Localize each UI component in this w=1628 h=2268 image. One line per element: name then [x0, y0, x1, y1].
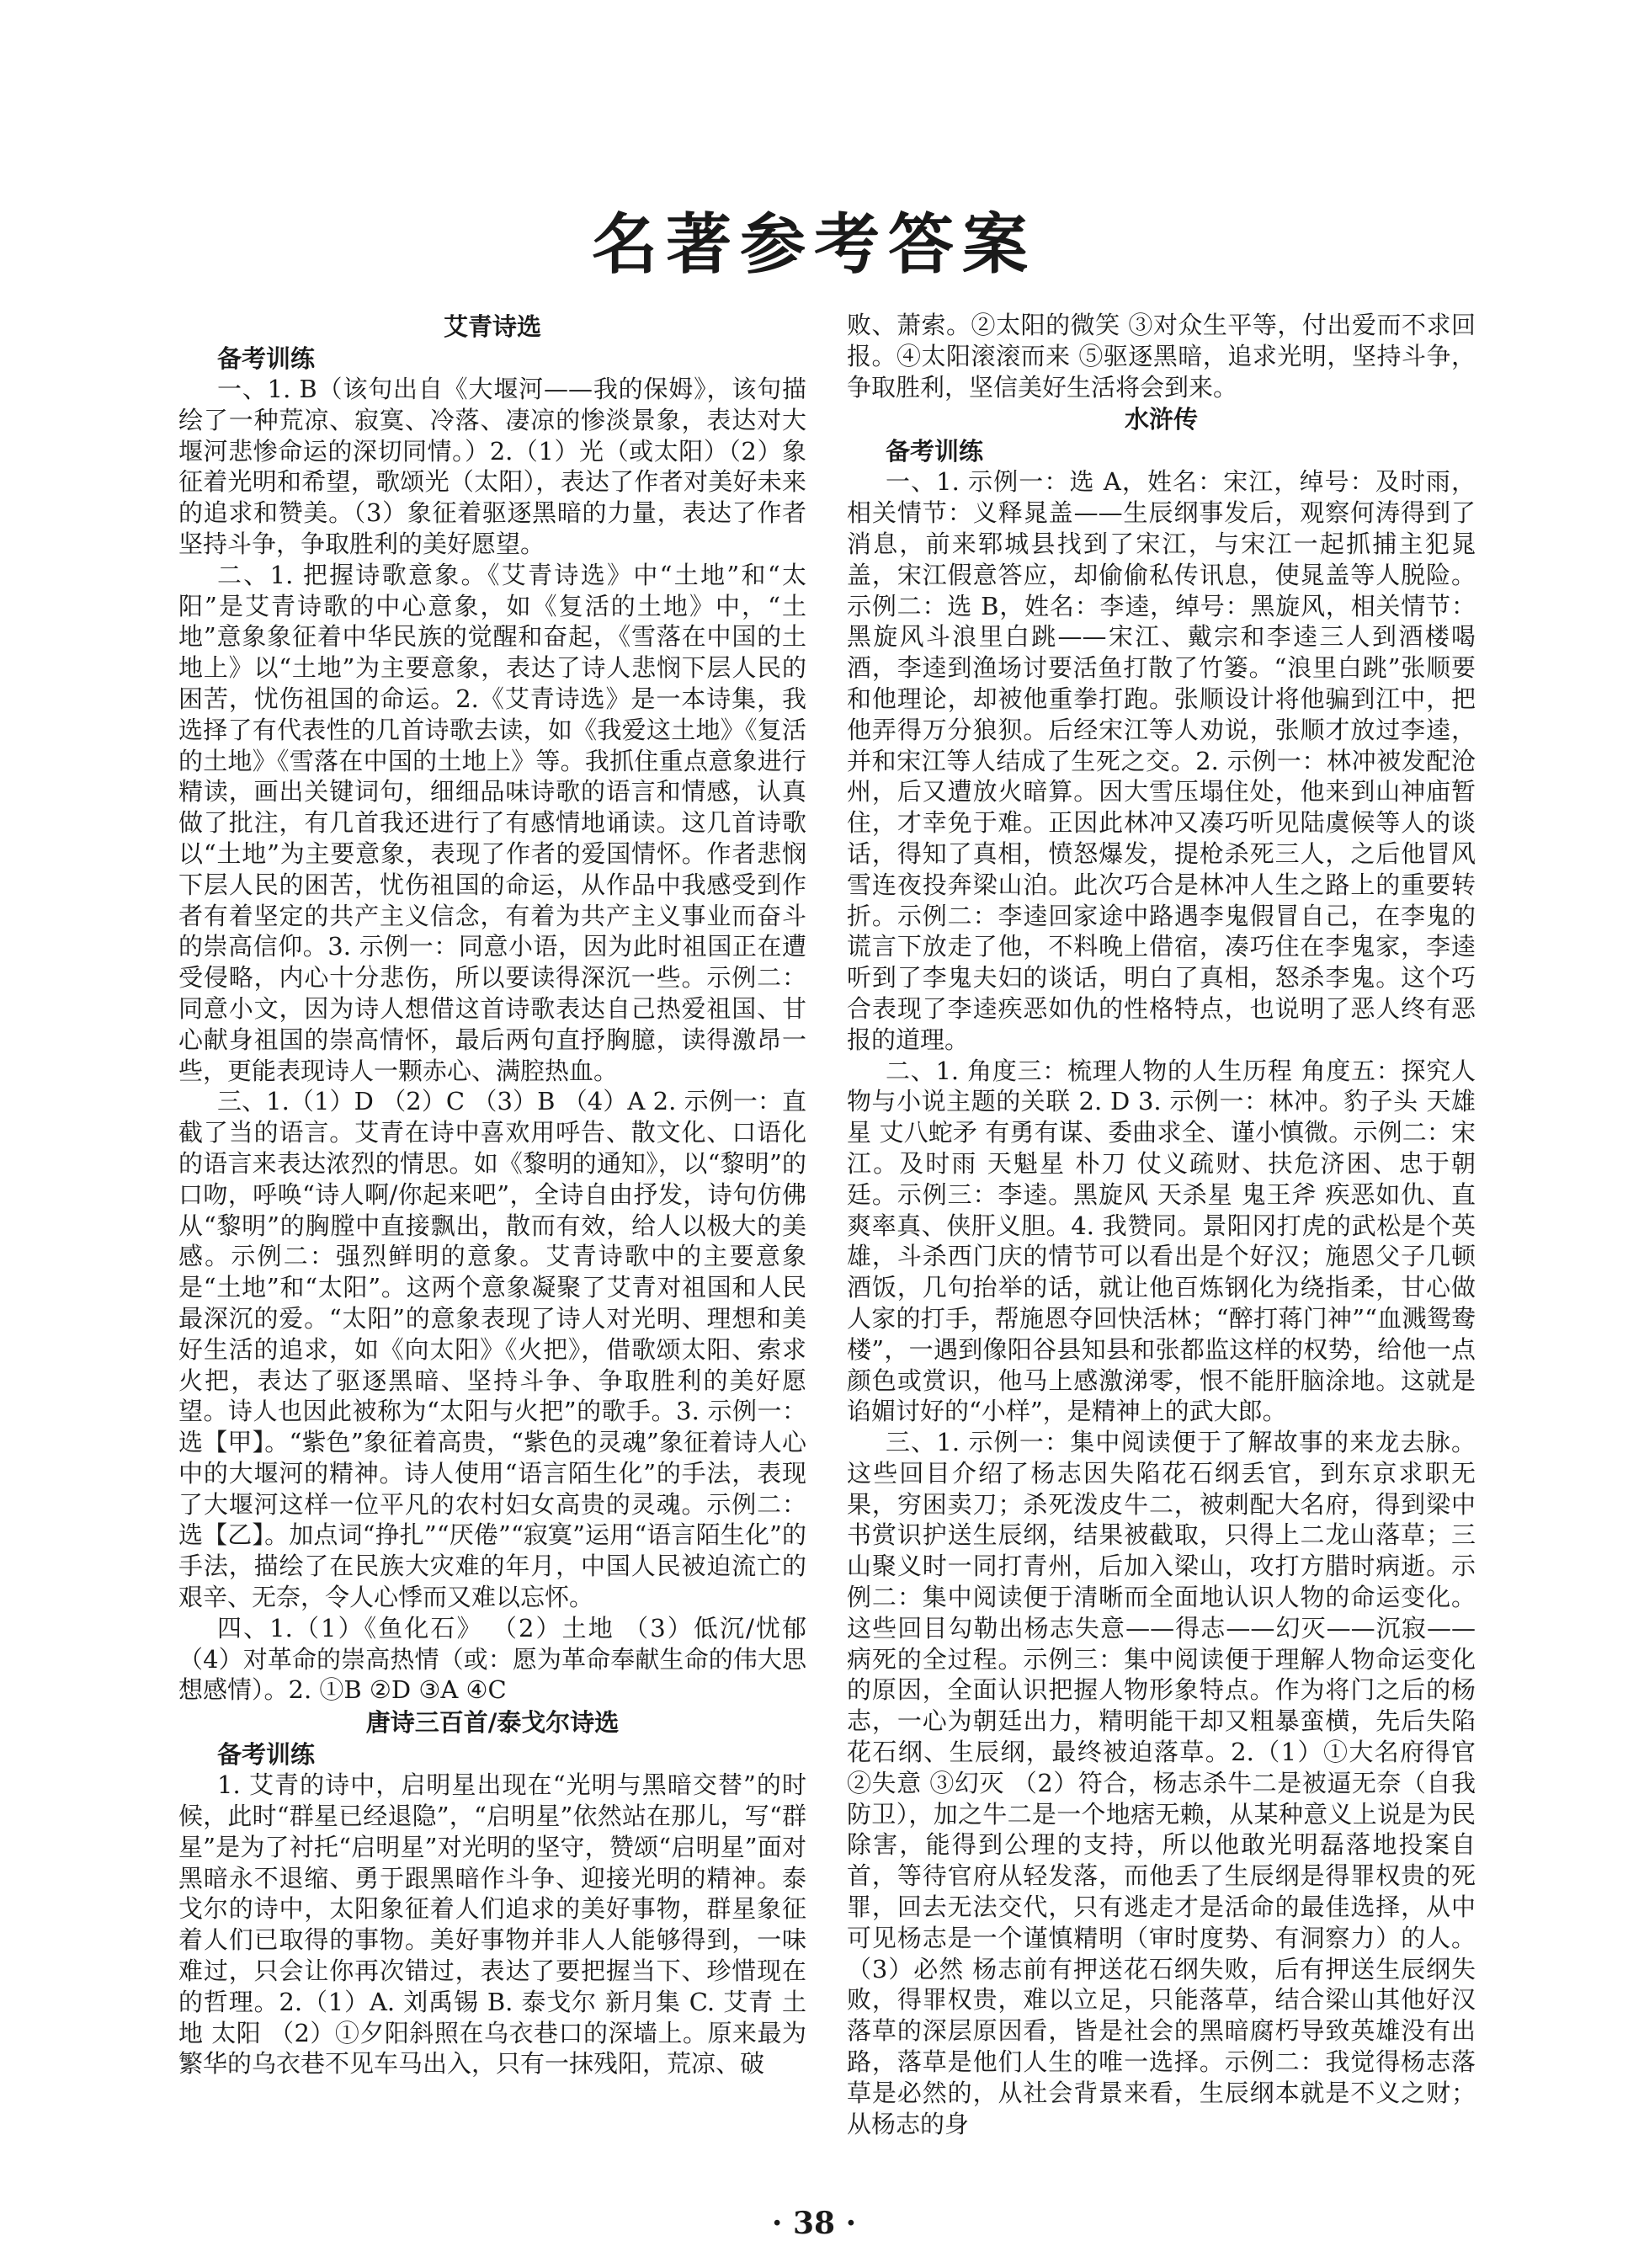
- right-column: [847, 310, 1476, 2188]
- section-title-tang-tagore: 唐诗三百首/泰戈尔诗选: [365, 1708, 620, 1738]
- section-title-aiqing: 艾青诗选: [443, 312, 541, 341]
- answer-paragraph: 四、1.（1）《鱼化石》 （2）土地 （3）低沉/忧郁 （4）对革命的崇高热情（或：愿为革命奉献生命的伟大思想感情）。2. ①B ②D ③A ④C: [178, 1613, 806, 1705]
- continued-paragraph: 败、萧索。②太阳的微笑 ③对众生平等，付出爱而不求回报。④太阳滚滚而来 ⑤驱逐黑暗，追求光明，坚持斗争，争取胜利，坚信美好生活将会到来。: [847, 311, 1476, 402]
- subsection-title: 备考训练: [886, 437, 984, 466]
- page-number: · 38 ·: [771, 2206, 857, 2241]
- page-title: 名著参考答案: [591, 206, 1036, 283]
- answer-paragraph: 二、1. 把握诗歌意象。《艾青诗选》中“土地”和“太阳”是艾青诗歌的中心意象，如《复活的土地》中，“土地”意象象征着中华民族的觉醒和奋起，《雪落在中国的土地上》以“土地”为主要意象，表达了诗人悲悯下层人民的困苦，忧伤祖国的命运。2.《艾青诗选》是一本诗集，我选择了有代表性的几首诗歌去读，如《我爱这土地》《复活的土地》《雪落在中国的土地上》等。我抓住重点意象进行精读，画出关键词句，细细品味诗歌的语言和情感，认真做了批注，有几首我还进行了有感情地诵读。这几首诗歌以“土地”为主要意象，表现了作者的爱国情怀。作者悲悯下层人民的困苦，忧伤祖国的命运，从作品中我感受到作者有着坚定的共产主义信念，有着为共产主义事业而奋斗的崇高信仰。3. 示例一：同意小语，因为此时祖国正在遭受侵略，内心十分悲伤，所以要读得深沉一些。示例二：同意小文，因为诗人想借这首诗歌表达自己热爱祖国、甘心献身祖国的崇高情怀，最后两句直抒胸臆，读得激昂一些，更能表现诗人一颗赤心、满腔热血。: [178, 560, 806, 1085]
- subsection-title: 备考训练: [217, 344, 316, 373]
- answer-paragraph: 二、1. 角度三：梳理人物的人生历程 角度五：探究人物与小说主题的关联 2. D 3. 示例一：林冲。豹子头 天雄星 丈八蛇矛 有勇有谋、委曲求全、谨小慎微。示例二：宋江。及时雨 天魁星 朴刀 仗义疏财、扶危济困、忠于朝廷。示例三：李逵。黑旋风 天杀星 鬼王斧 疾恶如仇、直爽率真、侠肝义胆。4. 我赞同。景阳冈打虎的武松是个英雄，斗杀西门庆的情节可以看出是个好汉；施恩父子几顿酒饭，几句抬举的话，就让他百炼钢化为绕指柔，甘心做人家的打手，帮施恩夺回快活林；“醉打蒋门神”“血溅鸳鸯楼”，一遇到像阳谷县知县和张都监这样的权势，给他一点颜色或赏识，他马上感激涕零，恨不能肝脑涂地。这就是谄媚讨好的“小样”，是精神上的武大郎。: [847, 1056, 1476, 1426]
- answer-paragraph: 三、1. 示例一：集中阅读便于了解故事的来龙去脉。这些回目介绍了杨志因失陷花石纲丢官，到东京求职无果，穷困卖刀；杀死泼皮牛二，被刺配大名府，得到梁中书赏识护送生辰纲，结果被截取，只得上二龙山落草；三山聚义时一同打青州，后加入梁山，攻打方腊时病逝。示例二：集中阅读便于清晰而全面地认识人物的命运变化。这些回目勾勒出杨志失意——得志——幻灭——沉寂——病死的全过程。示例三：集中阅读便于理解人物命运变化的原因，全面认识把握人物形象特点。作为将门之后的杨志，一心为朝廷出力，精明能干却又粗暴蛮横，先后失陷花石纲、生辰纲，最终被迫落草。2.（1）①大名府得官 ②失意 ③幻灭 （2）符合，杨志杀牛二是被逼无奈（自我防卫），加之牛二是一个地痞无赖，从某种意义上说是为民除害，能得到公理的支持，所以他敢光明磊落地投案自首，等待官府从轻发落，而他丢了生辰纲是得罪权贵的死罪，回去无法交代，只有逃走才是活命的最佳选择，从中可见杨志是一个谨慎精明（审时度势、有洞察力）的人。 （3）必然 杨志前有押送花石纲失败，后有押送生辰纲失败，得罪权贵，难以立足，只能落草，结合梁山其他好汉落草的深层原因看，皆是社会的黑暗腐朽导致英雄没有出路，落草是他们人生的唯一选择。示例二：我觉得杨志落草是必然的，从社会背景来看，生辰纲本就是不义之财；从杨志的身: [847, 1428, 1476, 2138]
- answer-paragraph: 三、1.（1）D （2）C （3）B （4）A 2. 示例一：直截了当的语言。艾青在诗中喜欢用呼告、散文化、口语化的语言来表达浓烈的情思。如《黎明的通知》，以“黎明”的口吻，呼唤“诗人啊/你起来吧”，全诗自由抒发，诗句仿佛从“黎明”的胸膛中直接飘出，散而有效，给人以极大的美感。示例二：强烈鲜明的意象。艾青诗歌中的主要意象是“土地”和“太阳”。这两个意象凝聚了艾青对祖国和人民最深沉的爱。“太阳”的意象表现了诗人对光明、理想和美好生活的追求，如《向太阳》《火把》，借歌颂太阳、索求火把，表达了驱逐黑暗、坚持斗争、争取胜利的美好愿望。诗人也因此被称为“太阳与火把”的歌手。3. 示例一：选【甲】。“紫色”象征着高贵，“紫色的灵魂”象征着诗人心中的大堰河的精神。诗人使用“语言陌生化”的手法，表现了大堰河这样一位平凡的农村妇女高贵的灵魂。示例二：选【乙】。加点词“挣扎”“厌倦”“寂寞”运用“语言陌生化”的手法，描绘了在民族大灾难的年月，中国人民被迫流亡的艰辛、无奈，令人心悸而又难以忘怀。: [178, 1087, 806, 1612]
- answer-paragraph: 一、1. B（该句出自《大堰河——我的保姆》，该句描绘了一种荒凉、寂寞、冷落、凄凉的惨淡景象，表达对大堰河悲惨命运的深切同情。）2.（1）光（或太阳）（2）象征着光明和希望，歌颂光（太阳），表达了作者对美好未来的追求和赞美。（3）象征着驱逐黑暗的力量，表达了作者坚持斗争，争取胜利的美好愿望。: [178, 375, 806, 558]
- section-title-shuihu: 水浒传: [1124, 405, 1198, 434]
- answer-paragraph: 1. 艾青的诗中，启明星出现在“光明与黑暗交替”的时候，此时“群星已经退隐”，“启明星”依然站在那儿，写“群星”是为了衬托“启明星”对光明的坚守，赞颂“启明星”面对黑暗永不退缩、勇于跟黑暗作斗争、迎接光明的精神。泰戈尔的诗中，太阳象征着人们追求的美好事物，群星象征着人们已取得的事物。美好事物并非人人能够得到，一味难过，只会让你再次错过，表达了要把握当下、珍惜现在的哲理。2.（1）A. 刘禹锡 B. 泰戈尔 新月集 C. 艾青 土地 太阳 （2）①夕阳斜照在乌衣巷口的深墙上。原来最为繁华的乌衣巷不见车马出入，只有一抹残阳，荒凉、破: [178, 1770, 806, 2079]
- subsection-title: 备考训练: [217, 1740, 316, 1770]
- left-column: [178, 310, 806, 2188]
- answer-paragraph: 一、1. 示例一：选 A，姓名：宋江，绰号：及时雨，相关情节：义释晁盖——生辰纲事发后，观察何涛得到了消息，前来郓城县找到了宋江，与宋江一起抓捕主犯晁盖，宋江假意答应，却偷偷私传讯息，使晁盖等人脱险。示例二：选 B，姓名：李逵，绰号：黑旋风，相关情节：黑旋风斗浪里白跳——宋江、戴宗和李逵三人到酒楼喝酒，李逵到渔场讨要活鱼打散了竹篓。“浪里白跳”张顺要和他理论，却被他重拳打跑。张顺设计将他骗到江中，把他弄得万分狼狈。后经宋江等人劝说，张顺才放过李逵，并和宋江等人结成了生死之交。2. 示例一：林冲被发配沧州，后又遭放火暗算。因大雪压塌住处，他来到山神庙暂住，才幸免于难。正因此林冲又凑巧听见陆虞候等人的谈话，得知了真相，愤怒爆发，提枪杀死三人，之后他冒风雪连夜投奔梁山泊。此次巧合是林冲人生之路上的重要转折。示例二：李逵回家途中路遇李鬼假冒自己，在李鬼的谎言下放走了他，不料晚上借宿，凑巧住在李鬼家，李逵听到了李鬼夫妇的谈话，明白了真相，怒杀李鬼。这个巧合表现了李逵疾恶如仇的性格特点，也说明了恶人终有恶报的道理。: [847, 467, 1476, 1054]
